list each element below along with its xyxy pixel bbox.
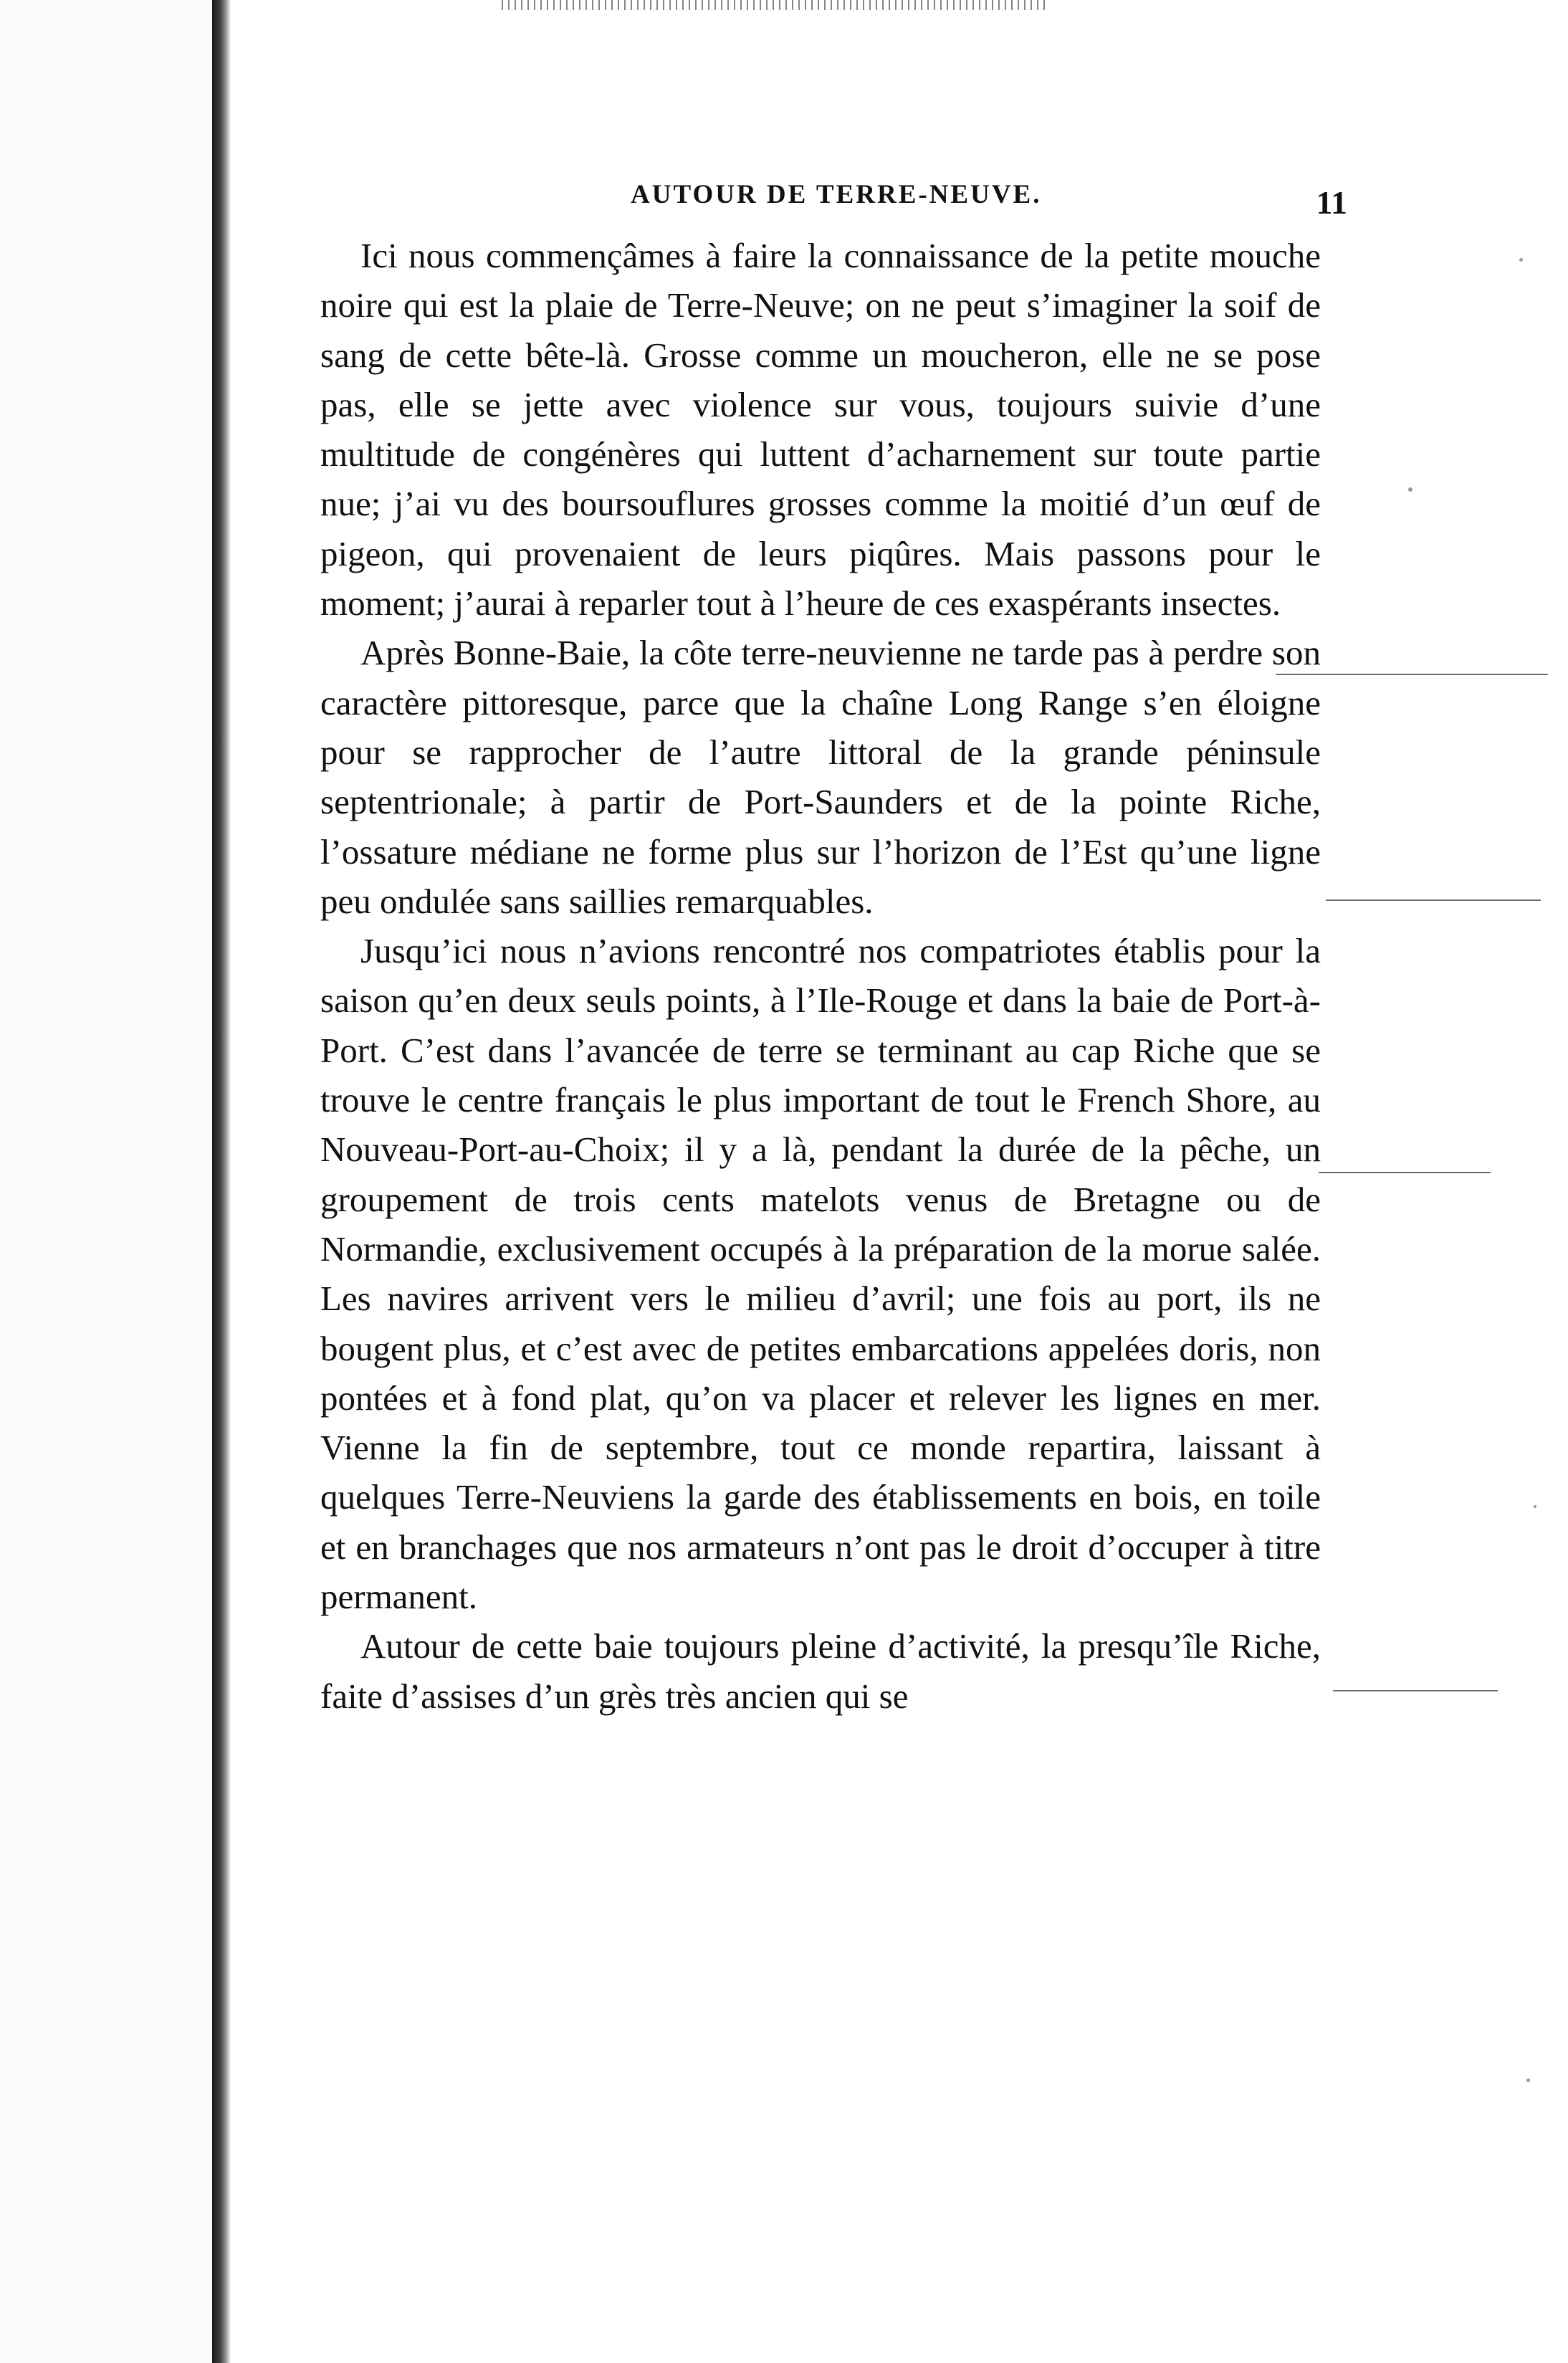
paragraph: Jusqu’ici nous n’avions rencontré nos compatriotes établis pour la saison qu’en deux seuls points, à l’Ile-Rouge et dans la baie de Port-à-Port. C’est dans l’avancée de terre se terminant au cap Riche que se trouve le centre français le plus important de tout le French Shore, au Nouveau-Port-au-Choix; il y a là, pendant la durée de la pêche, un groupement de trois cents matelots venus de Bretagne ou de Normandie, exclusivement occupés à la préparation de la morue salée. Les navires arrivent vers le milieu d’avril; une fois au port, ils ne bougent plus, et c’est avec de petites embarcations appelées doris, non pontées et à fond plat, qu’on va placer et relever les lignes en mer. Vienne la fin de septembre, tout ce monde repartira, laissant à quelques Terre-Neuviens la garde des établissements en bois, en toile et en branchages que nos armateurs n’ont pas le droit d’occuper à titre permanent. — [320, 931, 1321, 1617]
body-text — [320, 231, 1321, 1721]
scan-rule — [1276, 674, 1548, 675]
paragraph: Après Bonne-Baie, la côte terre-neuvienne ne tarde pas à perdre son caractère pittoresque, parce que la chaîne Long Range s’en éloigne pour se rapprocher de l’autre littoral de la grande péninsule septentrionale; à partir de Port-Saunders et de la pointe Riche, l’ossature médiane ne forme plus sur l’horizon de l’Est qu’une ligne peu ondulée sans saillies remarquables. — [320, 633, 1321, 921]
scan-rule — [1326, 899, 1541, 901]
scan-speck — [1526, 2078, 1530, 2082]
scan-rule — [1333, 1690, 1498, 1691]
running-head: AUTOUR DE TERRE-NEUVE. — [631, 180, 1042, 209]
scan-speck — [1519, 258, 1523, 262]
scan-margin — [0, 0, 212, 2363]
scan-speck — [1534, 1505, 1536, 1508]
scan-rule — [1319, 1172, 1491, 1173]
page-number: 11 — [1316, 184, 1347, 221]
scan-speck — [1408, 487, 1412, 492]
paragraph: Autour de cette baie toujours pleine d’activité, la presqu’île Riche, faite d’assises d’un grès très ancien qui se — [320, 1626, 1321, 1716]
page-header — [322, 179, 1347, 222]
paragraph: Ici nous commençâmes à faire la connaissance de la petite mouche noire qui est la plaie de Terre-Neuve; on ne peut s’imaginer la soif de sang de cette bête-là. Grosse comme un moucheron, elle ne se pose pas, elle se jette avec violence sur vous, toujours suivie d’une multitude de congénères qui luttent d’acharnement sur toute partie nue; j’ai vu des boursouflures grosses comme la moitié d’un œuf de pigeon, qui provenaient de leurs piqûres. Mais passons pour le moment; j’aurai à reparler tout à l’heure de ces exaspérants insectes. — [320, 236, 1321, 624]
scan-top-marks — [502, 0, 1046, 10]
book-gutter — [212, 0, 231, 2363]
